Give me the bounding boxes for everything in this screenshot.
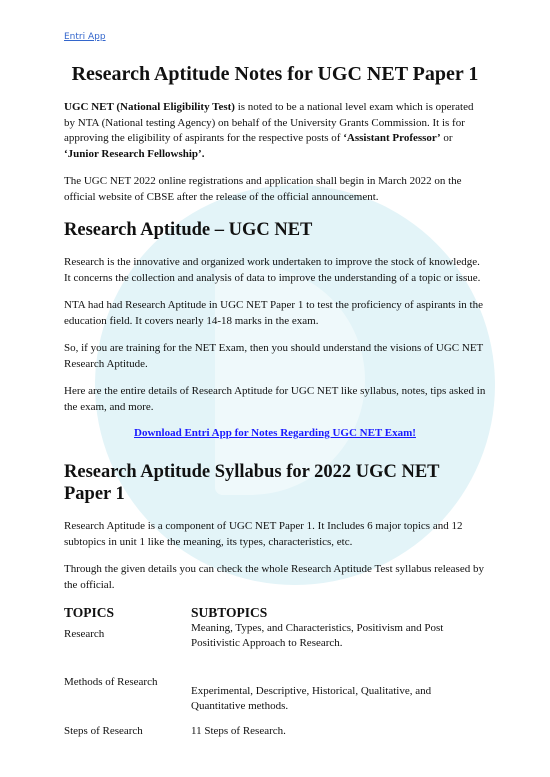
intro-bold-term: UGC NET (National Eligibility Test) (64, 101, 235, 113)
topic-cell: Research (64, 628, 105, 640)
intro-post-assistant-professor: ‘Assistant Professor’ (343, 132, 441, 144)
topic-cell: Steps of Research (64, 725, 143, 737)
section1-paragraph-2: NTA had had Research Aptitude in UGC NET Paper 1 to test the proficiency of aspirants in the education field. It covers nearly 14-18 marks in the exam. (64, 299, 483, 327)
download-entri-app-link[interactable]: Download Entri App for Notes Regarding UGC NET Exam! (134, 427, 416, 439)
syllabus-table (64, 605, 486, 739)
document-content (64, 62, 486, 739)
topic-cell: Methods of Research (64, 676, 158, 688)
intro-post-jrf: ‘Junior Research Fellowship’. (64, 147, 205, 160)
section1-paragraph-1: Research is the innovative and organized work undertaken to improve the stock of knowledge. It concerns the collection and analysis of data to improve the understanding of a topic or issue. (64, 256, 481, 284)
table-row (64, 724, 486, 739)
entri-app-link[interactable]: Entri App (64, 32, 106, 42)
intro-paragraph-2: The UGC NET 2022 online registrations and application shall begin in March 2022 on the official website of CBSE after the release of the official announcement. (64, 175, 462, 203)
section1-paragraph-3: So, if you are training for the NET Exam, then you should understand the visions of UGC NET Research Aptitude. (64, 342, 484, 370)
table-row (64, 675, 486, 724)
intro-text: is noted to be a national level exam which is operated by NTA (National testing Agency) on behalf of the University Grants Commission. It is for approving the eligibility of aspirants for the respective posts of (64, 101, 474, 144)
section2-paragraph-2: Through the given details you can check the whole Research Aptitude Test syllabus released by the official. (64, 563, 484, 591)
intro-or: or (440, 132, 453, 144)
column-header-topics: TOPICS (64, 605, 115, 620)
table-header-row (64, 605, 486, 621)
page-title: Research Aptitude Notes for UGC NET Paper 1 (71, 63, 479, 85)
subtopic-cell: 11 Steps of Research. (191, 725, 286, 737)
section-heading-syllabus: Research Aptitude Syllabus for 2022 UGC NET Paper 1 (64, 462, 440, 504)
intro-paragraph-1 (64, 100, 486, 162)
section-heading-research-aptitude: Research Aptitude – UGC NET (64, 220, 313, 240)
subtopic-cell: Experimental, Descriptive, Historical, Qualitative, and Quantitative methods. (191, 685, 432, 712)
column-header-subtopics: SUBTOPICS (191, 605, 268, 620)
section1-paragraph-4: Here are the entire details of Research Aptitude for UGC NET like syllabus, notes, tips asked in the exam, and more. (64, 385, 486, 413)
section2-paragraph-1: Research Aptitude is a component of UGC NET Paper 1. It Includes 6 major topics and 12 subtopics in unit 1 like the meaning, its types, characteristics, etc. (64, 520, 463, 548)
subtopic-cell: Meaning, Types, and Characteristics, Positivism and Post Positivistic Approach to Research. (191, 622, 444, 649)
table-row (64, 621, 486, 675)
